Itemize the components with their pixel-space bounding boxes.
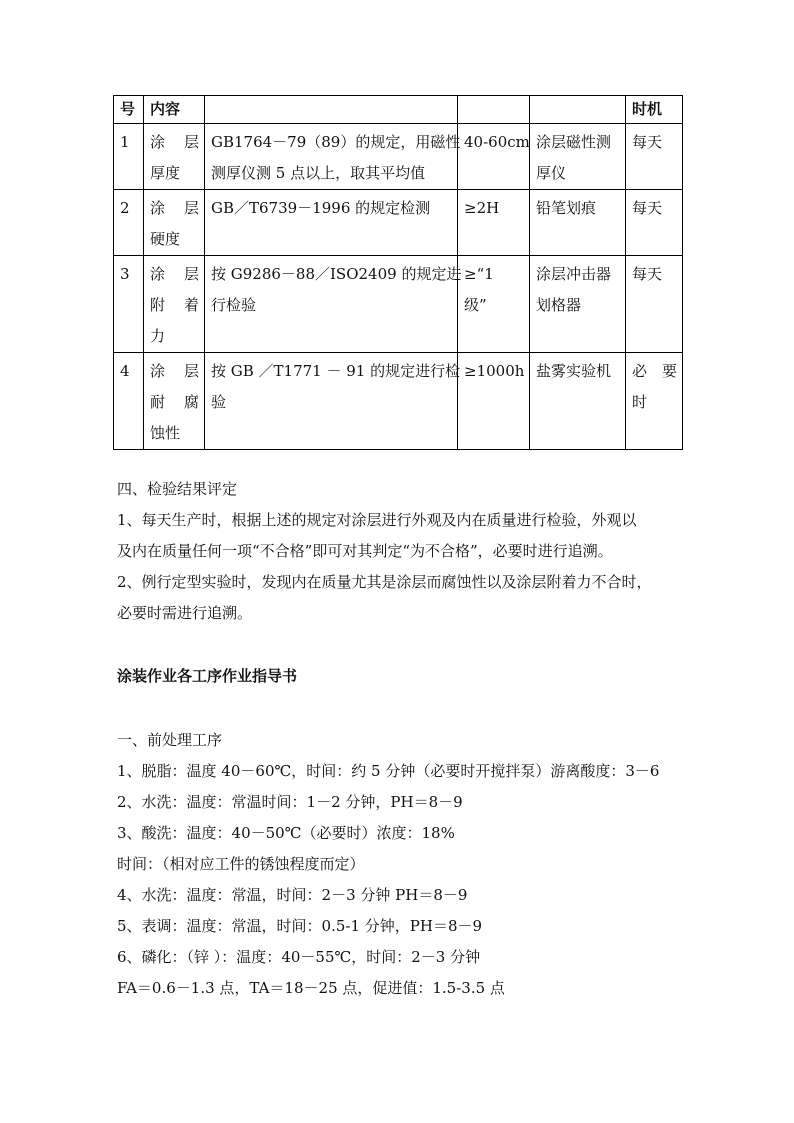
- section-pretreatment: [117, 725, 682, 1004]
- paragraph-line: 2、例行定型实验时，发现内在质量尤其是涂层而腐蚀性以及涂层附着力不合时，: [117, 573, 652, 591]
- row-tool-line: 涂层磁性测: [536, 133, 612, 151]
- row-standard: [458, 353, 530, 450]
- row-tool: [530, 353, 626, 450]
- paragraph-line: 6、磷化：（锌 ）：温度：40－55℃，时间：2－3 分钟: [117, 948, 481, 966]
- row-method: [205, 256, 462, 353]
- paragraph-line: 1、脱脂：温度 40－60℃，时间：约 5 分钟（必要时开搅拌泵）游离酸度：3－6: [117, 762, 660, 780]
- row-tool-line: 厚仪: [536, 164, 567, 182]
- row-number: 2: [114, 190, 144, 256]
- paragraph-line: FA＝0.6－1.3 点，TA＝18－25 点，促进值：1.5-3.5 点: [117, 979, 505, 997]
- row-standard-line: ≥1000h: [464, 362, 525, 380]
- paragraph-line: 4、水洗：温度：常温，时间：2－3 分钟 PH＝8－9: [117, 886, 468, 904]
- row-item-line: 蚀性: [150, 424, 181, 442]
- row-item: [144, 190, 205, 256]
- row-method: [205, 124, 461, 190]
- paragraph-line: 及内在质量任何一项“不合格”即可对其判定“为不合格”，必要时进行追溯。: [117, 542, 613, 560]
- header-cell-tool: [530, 96, 626, 124]
- row-standard: [458, 256, 530, 353]
- guide-title-text: 涂装作业各工序作业指导书: [117, 667, 298, 685]
- row-item-line: 涂 层: [150, 362, 199, 380]
- row-standard-line: ≥2H: [464, 199, 500, 217]
- row-standard-line: ≥“1: [464, 265, 494, 283]
- row-timing-line: 时: [632, 393, 648, 411]
- row-tool: [530, 256, 626, 353]
- header-cell-method: [205, 96, 458, 124]
- row-timing: [626, 353, 683, 450]
- row-item-line: 附 着: [150, 296, 199, 314]
- row-method-line: 行检验: [211, 296, 257, 314]
- header-cell-number: 号: [114, 96, 144, 124]
- row-number: 4: [114, 353, 144, 450]
- row-method-line: GB／T6739－1996 的规定检测: [211, 199, 431, 217]
- header-cell-content: 内容: [144, 96, 205, 124]
- table-header-row: [114, 96, 683, 124]
- table-row: [114, 124, 683, 190]
- row-number: 1: [114, 124, 144, 190]
- row-method: [205, 190, 458, 256]
- row-timing-line: 每天: [632, 133, 663, 151]
- table-row: [114, 353, 683, 450]
- row-timing: [626, 256, 683, 353]
- row-method-line: 验: [211, 393, 227, 411]
- row-standard-line: 40-60cm: [464, 133, 530, 151]
- row-method: [205, 353, 461, 450]
- row-method-line: 按 GB ／T1771 － 91 的规定进行检: [211, 362, 461, 380]
- section-heading: 四、检验结果评定: [117, 480, 238, 498]
- row-timing: [626, 190, 683, 256]
- row-number: 3: [114, 256, 144, 353]
- row-item-line: 耐 腐: [150, 393, 199, 411]
- row-standard-line: 级”: [464, 296, 487, 314]
- row-standard: [458, 124, 530, 190]
- row-tool: [530, 190, 626, 256]
- row-timing-line: 必 要: [632, 362, 677, 380]
- paragraph-line: 5、表调：温度：常温，时间：0.5-1 分钟，PH＝8－9: [117, 917, 483, 935]
- row-timing: [626, 124, 683, 190]
- row-standard: [458, 190, 530, 256]
- table-row: [114, 256, 683, 353]
- header-cell-timing: 时机: [626, 96, 683, 124]
- row-tool-line: 铅笔划痕: [536, 199, 597, 217]
- row-tool-line: 划格器: [536, 296, 582, 314]
- row-item-line: 涂 层: [150, 133, 199, 151]
- row-method-line: 测厚仪测 5 点以上，取其平均值: [211, 164, 426, 182]
- row-item: [144, 124, 205, 190]
- row-item-line: 涂 层: [150, 199, 199, 217]
- section-heading: 一、前处理工序: [117, 731, 223, 749]
- row-item-line: 力: [150, 327, 166, 345]
- row-item-line: 涂 层: [150, 265, 199, 283]
- section-evaluation: [117, 474, 682, 629]
- row-item: [144, 256, 205, 353]
- inspection-table: [113, 95, 683, 450]
- guide-title: [117, 661, 682, 692]
- row-item: [144, 353, 205, 450]
- row-tool-line: 盐雾实验机: [536, 362, 612, 380]
- row-timing-line: 每天: [632, 199, 663, 217]
- row-method-line: GB1764－79（89）的规定，用磁性: [211, 133, 461, 151]
- row-item-line: 厚度: [150, 164, 181, 182]
- paragraph-line: 1、每天生产时，根据上述的规定对涂层进行外观及内在质量进行检验，外观以: [117, 511, 637, 529]
- table-row: [114, 190, 683, 256]
- row-method-line: 按 G9286－88／ISO2409 的规定进: [211, 265, 462, 283]
- paragraph-line: 3、酸洗：温度：40－50℃（必要时）浓度：18%: [117, 824, 455, 842]
- row-tool-line: 涂层冲击器: [536, 265, 612, 283]
- row-item-line: 硬度: [150, 230, 181, 248]
- paragraph-line: 时间：（相对应工件的锈蚀程度而定）: [117, 855, 365, 873]
- paragraph-line: 必要时需进行追溯。: [117, 604, 253, 622]
- paragraph-line: 2、水洗：温度：常温时间：1－2 分钟，PH＝8－9: [117, 793, 463, 811]
- header-cell-standard: [458, 96, 530, 124]
- row-tool: [530, 124, 626, 190]
- row-timing-line: 每天: [632, 265, 663, 283]
